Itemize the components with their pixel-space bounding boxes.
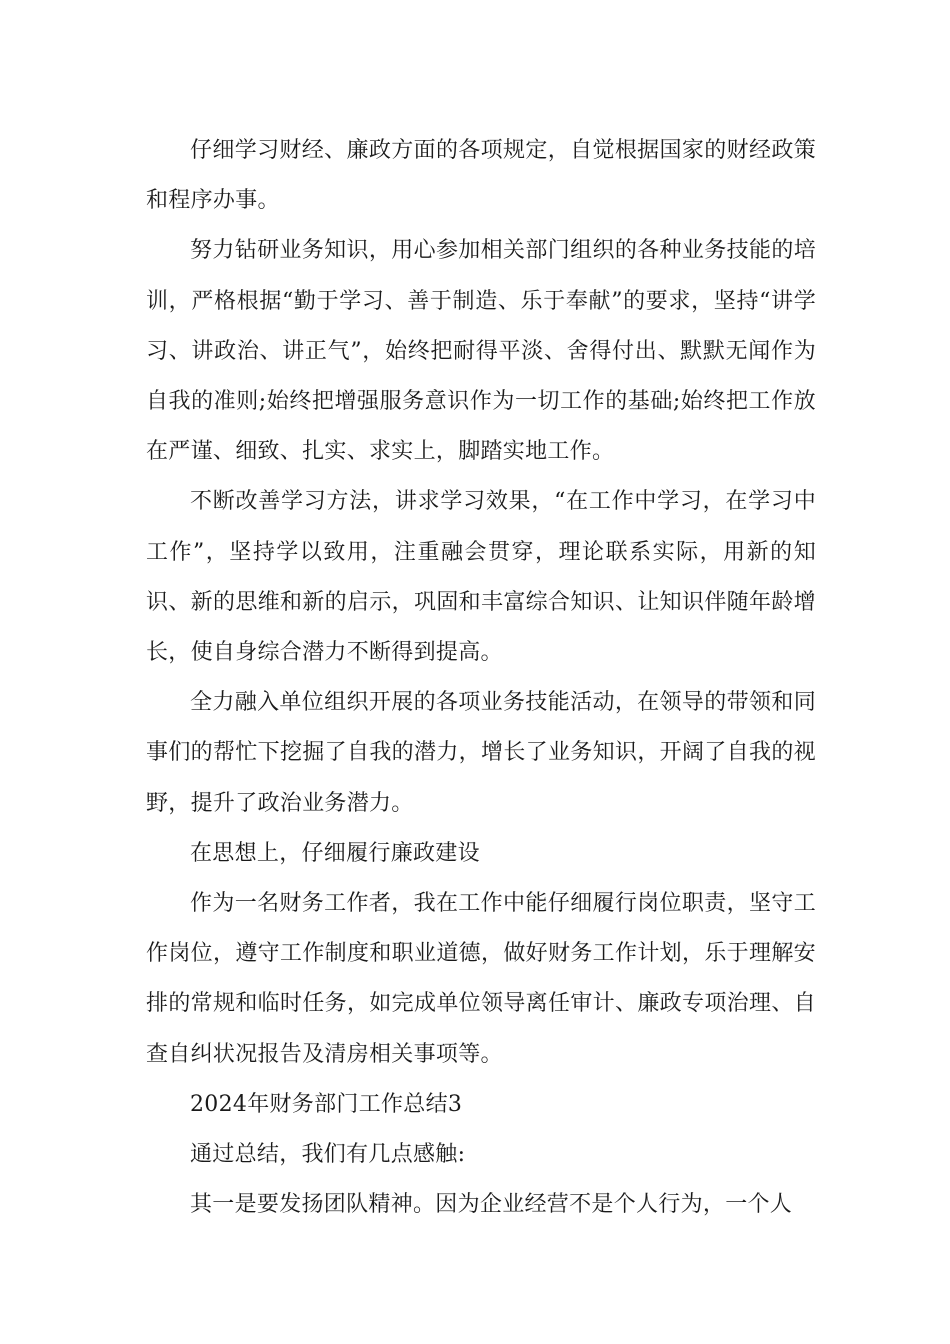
paragraph-team-spirit: 其一是要发扬团队精神。因为企业经营不是个人行为，一个人	[190, 1192, 793, 1218]
section-title: 2024年财务部门工作总结3	[190, 1091, 463, 1117]
paragraph-heading-integrity: 在思想上，仔细履行廉政建设	[190, 840, 480, 866]
paragraph-duties: 作为一名财务工作者，我在工作中能仔细履行岗位职责，坚守工作岗位，遵守工作制度和职业道德，做好财务工作计划，乐于理解安排的常规和临时任务，如完成单位领导离任审计、廉政专项治理、自查自纠状况报告及清房相关事项等。	[146, 891, 816, 1067]
document-body	[146, 126, 816, 1230]
paragraph-skill-activities: 全力融入单位组织开展的各项业务技能活动，在领导的带领和同事们的帮忙下挖掘了自我的潜力，增长了业务知识，开阔了自我的视野，提升了政治业务潜力。	[146, 690, 816, 816]
paragraph-reflections-intro: 通过总结，我们有几点感触:	[190, 1142, 466, 1168]
paragraph-improve-learning: 不断改善学习方法，讲求学习效果，“在工作中学习，在学习中工作”，坚持学以致用，注重融会贯穿，理论联系实际，用新的知识、新的思维和新的启示，巩固和丰富综合知识、让知识伴随年龄增长，使自身综合潜力不断得到提高。	[146, 489, 816, 666]
paragraph-study-business: 努力钻研业务知识，用心参加相关部门组织的各种业务技能的培训，严格根据“勤于学习、善于制造、乐于奉献”的要求，坚持“讲学习、讲政治、讲正气”，始终把耐得平淡、舍得付出、默默无闻作为自我的准则;始终把增强服务意识作为一切工作的基础;始终把工作放在严谨、细致、扎实、求实上，脚踏实地工作。	[146, 238, 816, 465]
paragraph-finance-rules: 仔细学习财经、廉政方面的各项规定，自觉根据国家的财经政策和程序办事。	[146, 138, 816, 214]
